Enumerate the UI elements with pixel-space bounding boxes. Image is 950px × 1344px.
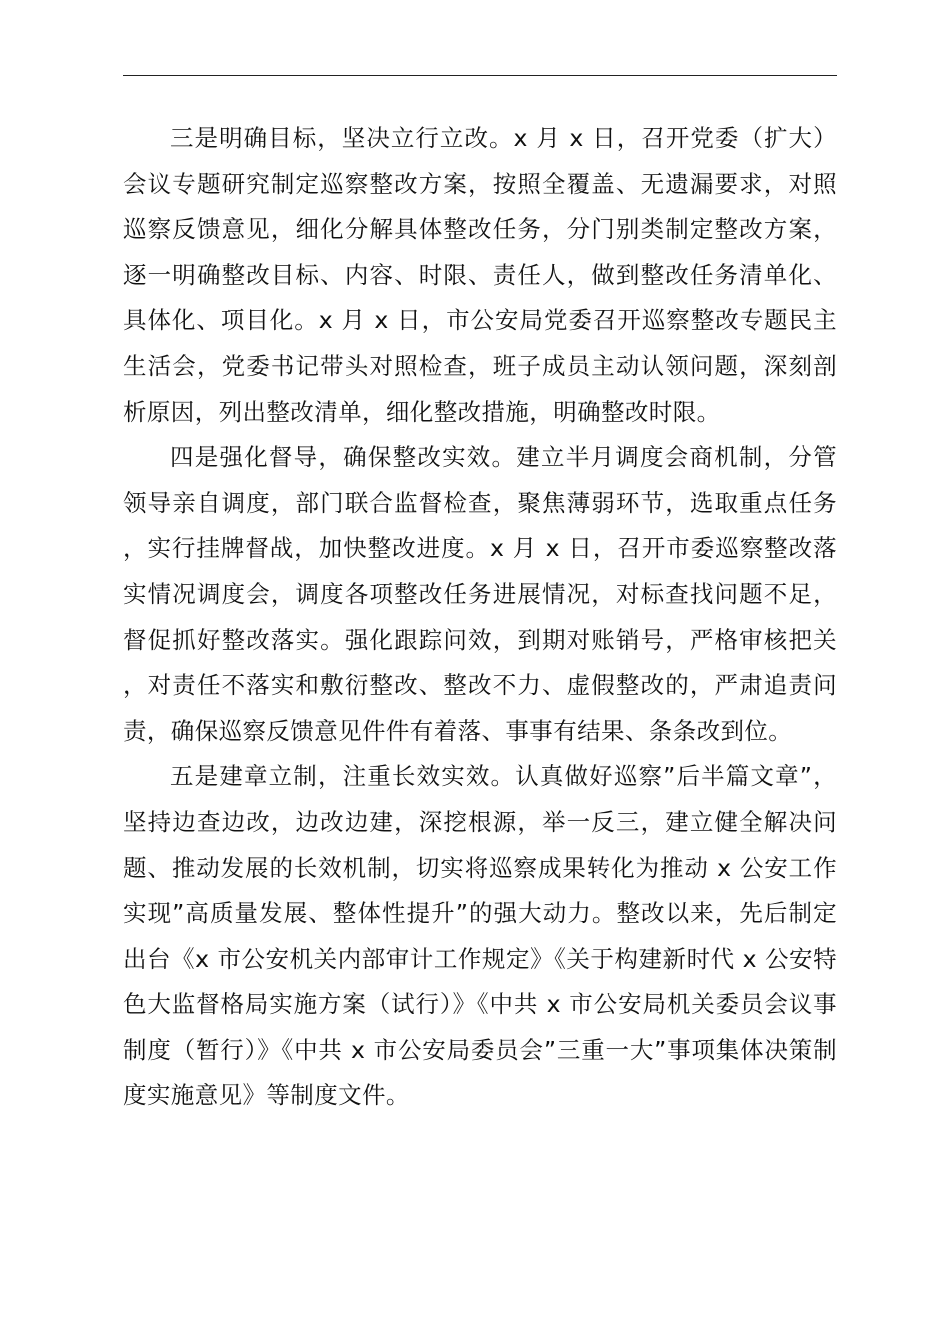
paragraph-institutions: 五是建章立制，注重长效实效。认真做好巡察”后半篇文章”，坚持边查边改，边改边建，深挖根源，举一反三，建立健全解决问题、推动发展的长效机制，切实将巡察成果转化为推动 x 公安工作实现”高质量发展、整体性提升”的强大动力。整改以来，先后制定出台《x 市公安机关内部审计工作规定》《关于构建新时代 x 公安特色大监督格局实施方案（试行）》《中共 x 市公安局机关委员会议事制度（暂行）》《中共 x 市公安局委员会”三重一大”事项集体决策制度实施意见》等制度文件。 [123, 762, 837, 1110]
header-rule [123, 75, 837, 76]
document-body [123, 116, 837, 1119]
paragraph-goals: 三是明确目标，坚决立行立改。x 月 x 日，召开党委（扩大）会议专题研究制定巡察整改方案，按照全覆盖、无遗漏要求，对照巡察反馈意见，细化分解具体整改任务，分门别类制定整改方案，逐一明确整改目标、内容、时限、责任人，做到整改任务清单化、具体化、项目化。x 月 x 日，市公安局党委召开巡察整改专题民主生活会，党委书记带头对照检查，班子成员主动认领问题，深刻剖析原因，列出整改清单，细化整改措施，明确整改时限。 [123, 124, 837, 426]
paragraph-supervision: 四是强化督导，确保整改实效。建立半月调度会商机制，分管领导亲自调度，部门联合监督检查，聚焦薄弱环节，选取重点任务，实行挂牌督战，加快整改进度。x 月 x 日，召开市委巡察整改落实情况调度会，调度各项整改任务进展情况，对标查找问题不足，督促抓好整改落实。强化跟踪问效，到期对账销号，严格审核把关，对责任不落实和敷衍整改、整改不力、虚假整改的，严肃追责问责，确保巡察反馈意见件件有着落、事事有结果、条条改到位。 [123, 443, 837, 745]
